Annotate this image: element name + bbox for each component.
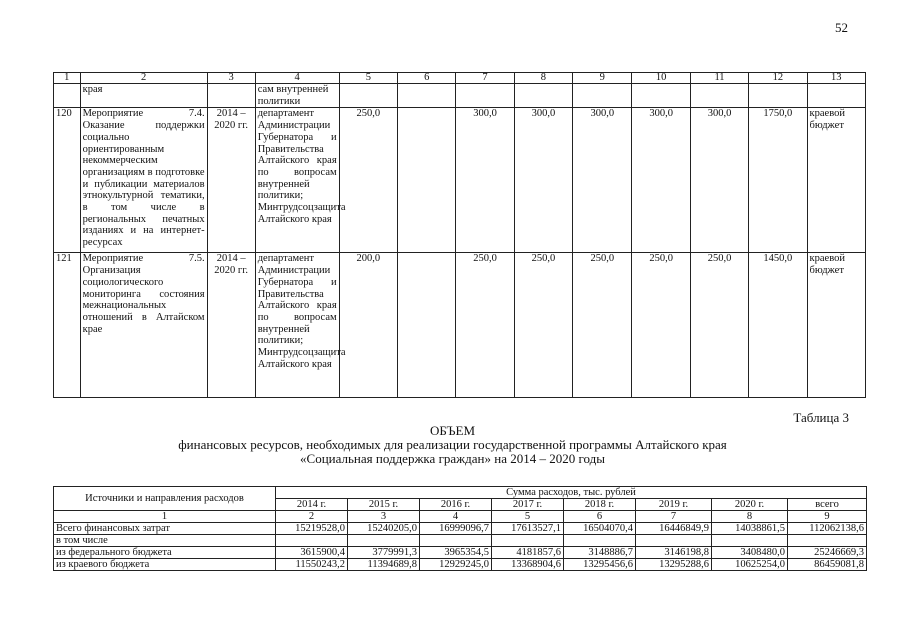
column-number: 8: [514, 73, 572, 84]
value-cell: [398, 253, 456, 398]
column-number: 11: [690, 73, 748, 84]
column-number: 2: [276, 511, 348, 523]
column-number: 2: [80, 73, 207, 84]
column-number: 6: [564, 511, 636, 523]
title-line: «Социальная поддержка граждан» на 2014 – 2020 годы: [300, 451, 605, 466]
amount-cell: 10625254,0: [712, 559, 788, 571]
column-number: 9: [573, 73, 632, 84]
period-cell: 2014 – 2020 гг.: [207, 108, 255, 253]
sources-header: Источники и направления расходов: [54, 487, 276, 511]
column-numbers-row: [54, 511, 867, 523]
column-number: 5: [339, 73, 397, 84]
amount-cell: 16999096,7: [420, 523, 492, 535]
row-label: в том числе: [54, 535, 276, 547]
row-number: 120: [54, 108, 81, 253]
executor-cell: сам внутренней политики: [255, 84, 339, 108]
value-cell: 250,0: [339, 108, 397, 253]
column-number: 13: [807, 73, 865, 84]
amount-cell: 86459081,8: [788, 559, 867, 571]
activity-cell: края: [80, 84, 207, 108]
table-row: [54, 108, 866, 253]
table-row: [54, 523, 867, 535]
amount-cell: 16504070,4: [564, 523, 636, 535]
amount-cell: 13295288,6: [636, 559, 712, 571]
amount-cell: 3779991,3: [348, 547, 420, 559]
amount-cell: 112062138,6: [788, 523, 867, 535]
table-caption: Таблица 3: [793, 410, 849, 425]
table-row: [54, 547, 867, 559]
continuation-row: [54, 84, 866, 108]
column-number: 12: [749, 73, 807, 84]
value-cell: 250,0: [573, 253, 632, 398]
amount-cell: 13295456,6: [564, 559, 636, 571]
activity-cell: Мероприятие 7.4. Оказание поддержки социально ориентированным некоммерческим организациям в подготовке и публикации материалов этнокультурной тематики, в том числе в региональных печатных изданиях и на интернет-ресурсах: [80, 108, 207, 253]
year-header: 2019 г.: [636, 499, 712, 511]
amount-cell: [276, 535, 348, 547]
value-cell: 300,0: [632, 108, 690, 253]
title-line: ОБЪЕМ: [429, 423, 476, 438]
amount-cell: 17613527,1: [492, 523, 564, 535]
value-cell: 300,0: [690, 108, 748, 253]
column-number: 4: [420, 511, 492, 523]
column-number: 3: [207, 73, 255, 84]
amount-cell: 3148886,7: [564, 547, 636, 559]
finance-table: [53, 486, 867, 571]
amount-cell: [420, 535, 492, 547]
amount-cell: 12929245,0: [420, 559, 492, 571]
value-cell: 250,0: [456, 253, 514, 398]
row-label: из федерального бюджета: [54, 547, 276, 559]
amount-cell: 14038861,5: [712, 523, 788, 535]
year-header: 2020 г.: [712, 499, 788, 511]
amount-cell: [788, 535, 867, 547]
column-number: 6: [398, 73, 456, 84]
amount-cell: [348, 535, 420, 547]
amount-cell: 13368904,6: [492, 559, 564, 571]
amount-cell: 3146198,8: [636, 547, 712, 559]
value-cell: 200,0: [339, 253, 397, 398]
amount-cell: 3408480,0: [712, 547, 788, 559]
amount-cell: 15219528,0: [276, 523, 348, 535]
year-header: 2018 г.: [564, 499, 636, 511]
section-title: [0, 424, 905, 466]
year-header: 2017 г.: [492, 499, 564, 511]
year-header: 2016 г.: [420, 499, 492, 511]
period-cell: 2014 – 2020 гг.: [207, 253, 255, 398]
value-cell: 300,0: [573, 108, 632, 253]
row-label: Всего финансовых затрат: [54, 523, 276, 535]
program-activities-table: [53, 72, 866, 398]
column-number: 3: [348, 511, 420, 523]
value-cell: 250,0: [690, 253, 748, 398]
column-number: 4: [255, 73, 339, 84]
funding-source-cell: краевой бюджет: [807, 108, 865, 253]
column-number: 7: [456, 73, 514, 84]
header-row: [54, 487, 867, 499]
table-row: [54, 253, 866, 398]
amount-cell: 11550243,2: [276, 559, 348, 571]
table-row: [54, 535, 867, 547]
amount-cell: 15240205,0: [348, 523, 420, 535]
column-number: 7: [636, 511, 712, 523]
year-header: 2015 г.: [348, 499, 420, 511]
value-cell: 1750,0: [749, 108, 807, 253]
title-line: финансовых ресурсов, необходимых для реализации государственной программы Алтайского края: [178, 437, 727, 452]
amount-cell: [712, 535, 788, 547]
year-header: всего: [788, 499, 867, 511]
amount-cell: [636, 535, 712, 547]
amount-cell: 25246669,3: [788, 547, 867, 559]
value-cell: 250,0: [514, 253, 572, 398]
executor-cell: департамент Администрации Губернатора и Правительства Алтайского края по вопросам внутренней политики; Минтрудсоцзащита Алтайского края: [255, 108, 339, 253]
column-number: 8: [712, 511, 788, 523]
amount-cell: 11394689,8: [348, 559, 420, 571]
amount-cell: 3615900,4: [276, 547, 348, 559]
row-number: 121: [54, 253, 81, 398]
row-label: из краевого бюджета: [54, 559, 276, 571]
activity-cell: Мероприятие 7.5. Организация социологического мониторинга состояния межнациональных отношений в Алтайском крае: [80, 253, 207, 398]
column-numbers-row: [54, 73, 866, 84]
amount-cell: [564, 535, 636, 547]
table-row: [54, 559, 867, 571]
amount-cell: 16446849,9: [636, 523, 712, 535]
value-cell: 250,0: [632, 253, 690, 398]
year-header: 2014 г.: [276, 499, 348, 511]
column-number: 5: [492, 511, 564, 523]
funding-source-cell: краевой бюджет: [807, 253, 865, 398]
column-number: 10: [632, 73, 690, 84]
page-number: 52: [835, 20, 848, 35]
column-number: 1: [54, 511, 276, 523]
amount-cell: [492, 535, 564, 547]
amount-cell: 3965354,5: [420, 547, 492, 559]
value-cell: 300,0: [514, 108, 572, 253]
column-number: 9: [788, 511, 867, 523]
value-cell: [398, 108, 456, 253]
sum-header: Сумма расходов, тыс. рублей: [276, 487, 867, 499]
value-cell: 300,0: [456, 108, 514, 253]
amount-cell: 4181857,6: [492, 547, 564, 559]
column-number: 1: [54, 73, 81, 84]
executor-cell: департамент Администрации Губернатора и Правительства Алтайского края по вопросам внутренней политики; Минтрудсоцзащита Алтайского края: [255, 253, 339, 398]
value-cell: 1450,0: [749, 253, 807, 398]
